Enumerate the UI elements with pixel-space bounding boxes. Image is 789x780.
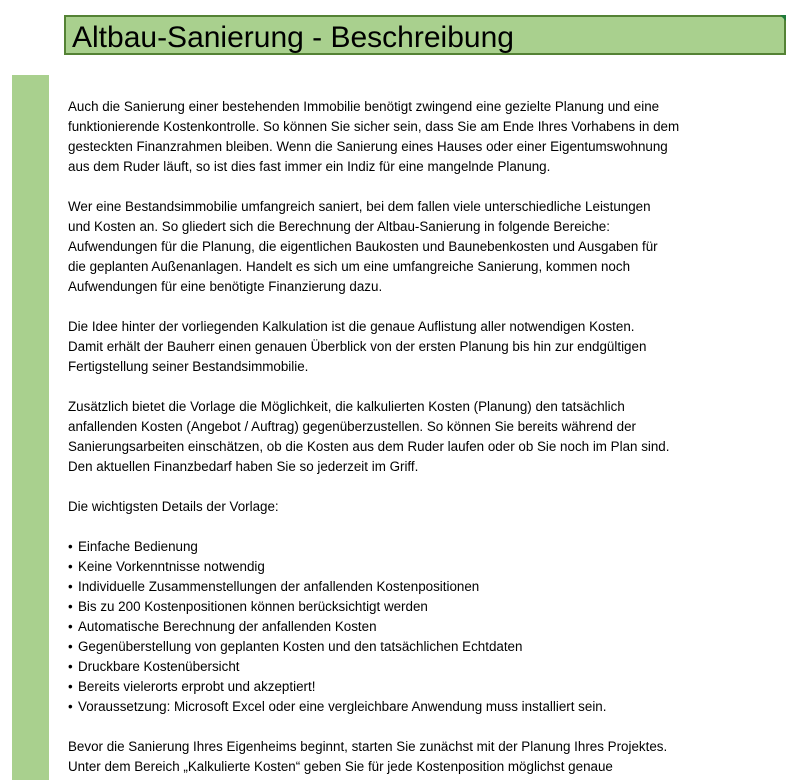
list-item-text: Bereits vielerorts erprobt und akzeptiert! xyxy=(78,679,316,694)
list-item xyxy=(68,617,784,637)
list-item xyxy=(68,577,784,597)
cell-comment-marker-icon xyxy=(780,15,786,21)
bullet-icon: • xyxy=(68,679,73,694)
paragraph-gap xyxy=(68,377,784,397)
text-line: Fertigstellung seiner Bestandsimmobilie. xyxy=(68,359,309,374)
title-bar xyxy=(64,15,786,55)
paragraph-idea xyxy=(68,317,784,377)
details-list xyxy=(68,537,784,717)
paragraph-areas xyxy=(68,197,784,297)
list-item-text: Keine Vorkenntnisse notwendig xyxy=(78,559,265,574)
list-item xyxy=(68,657,784,677)
page-title: Altbau-Sanierung - Beschreibung xyxy=(72,21,514,54)
left-accent-stripe xyxy=(12,75,49,780)
text-line: Sanierungsarbeiten einschätzen, ob die Kosten aus dem Ruder laufen oder ob Sie noch im Plan sind. xyxy=(68,439,670,454)
text-line: Wer eine Bestandsimmobilie umfangreich saniert, bei dem fallen viele unterschiedliche Leistungen xyxy=(68,199,651,214)
list-item-text: Bis zu 200 Kostenpositionen können berücksichtigt werden xyxy=(78,599,428,614)
paragraph-comparison xyxy=(68,397,784,477)
list-item-text: Automatische Berechnung der anfallenden Kosten xyxy=(78,619,377,634)
bullet-icon: • xyxy=(68,539,73,554)
bullet-icon: • xyxy=(68,619,73,634)
bullet-icon: • xyxy=(68,659,73,674)
bullet-icon: • xyxy=(68,639,73,654)
paragraph-gap xyxy=(68,177,784,197)
list-item xyxy=(68,677,784,697)
list-item-text: Gegenüberstellung von geplanten Kosten und den tatsächlichen Echtdaten xyxy=(78,639,523,654)
text-line: Die Idee hinter der vorliegenden Kalkulation ist die genaue Auflistung aller notwendigen Kosten. xyxy=(68,319,635,334)
description-text xyxy=(68,97,784,777)
list-item xyxy=(68,637,784,657)
text-line: Aufwendungen für die Planung, die eigentlichen Baukosten und Baunebenkosten und Ausgaben für xyxy=(68,239,658,254)
list-item-text: Druckbare Kostenübersicht xyxy=(78,659,240,674)
bullet-icon: • xyxy=(68,579,73,594)
list-item-text: Einfache Bedienung xyxy=(78,539,198,554)
text-line: Unter dem Bereich „Kalkulierte Kosten“ geben Sie für jede Kostenposition möglichst genaue xyxy=(68,759,613,774)
paragraph-intro xyxy=(68,97,784,177)
text-line: die geplanten Außenanlagen. Handelt es sich um eine umfangreiche Sanierung, kommen noch xyxy=(68,259,631,274)
text-line: Aufwendungen für eine benötigte Finanzierung dazu. xyxy=(68,279,383,294)
list-item xyxy=(68,537,784,557)
text-line: Bevor die Sanierung Ihres Eigenheims beginnt, starten Sie zunächst mit der Planung Ihres Projektes. xyxy=(68,739,668,754)
text-line: anfallenden Kosten (Angebot / Auftrag) gegenüberzustellen. So können Sie bereits während der xyxy=(68,419,637,434)
text-line: Den aktuellen Finanzbedarf haben Sie so jederzeit im Griff. xyxy=(68,459,419,474)
text-line: Zusätzlich bietet die Vorlage die Möglichkeit, die kalkulierten Kosten (Planung) den tatsächlich xyxy=(68,399,625,414)
text-line: gesteckten Finanzrahmen bleiben. Wenn die Sanierung eines Hauses oder einer Eigentumswohnung xyxy=(68,139,668,154)
bullet-icon: • xyxy=(68,599,73,614)
details-heading: Die wichtigsten Details der Vorlage: xyxy=(68,499,279,514)
list-item-text: Voraussetzung: Microsoft Excel oder eine vergleichbare Anwendung muss installiert sein. xyxy=(78,699,607,714)
list-item xyxy=(68,557,784,577)
text-line: und Kosten an. So gliedert sich die Berechnung der Altbau-Sanierung in folgende Bereiche: xyxy=(68,219,610,234)
paragraph-gap xyxy=(68,477,784,497)
list-item xyxy=(68,697,784,717)
paragraph-closing xyxy=(68,737,784,777)
text-line: aus dem Ruder läuft, so ist dies fast immer ein Indiz für eine mangelnde Planung. xyxy=(68,159,551,174)
text-line: Damit erhält der Bauherr einen genauen Überblick von der ersten Planung bis hin zur endgültigen xyxy=(68,339,647,354)
paragraph-gap xyxy=(68,717,784,737)
bullet-icon: • xyxy=(68,699,73,714)
text-line: funktionierende Kostenkontrolle. So können Sie sicher sein, dass Sie am Ende Ihres Vorhabens in dem xyxy=(68,119,680,134)
list-item xyxy=(68,597,784,617)
bullet-icon: • xyxy=(68,559,73,574)
text-line: Auch die Sanierung einer bestehenden Immobilie benötigt zwingend eine gezielte Planung und eine xyxy=(68,99,660,114)
paragraph-gap xyxy=(68,297,784,317)
list-item-text: Individuelle Zusammenstellungen der anfallenden Kostenpositionen xyxy=(78,579,480,594)
paragraph-gap xyxy=(68,517,784,537)
